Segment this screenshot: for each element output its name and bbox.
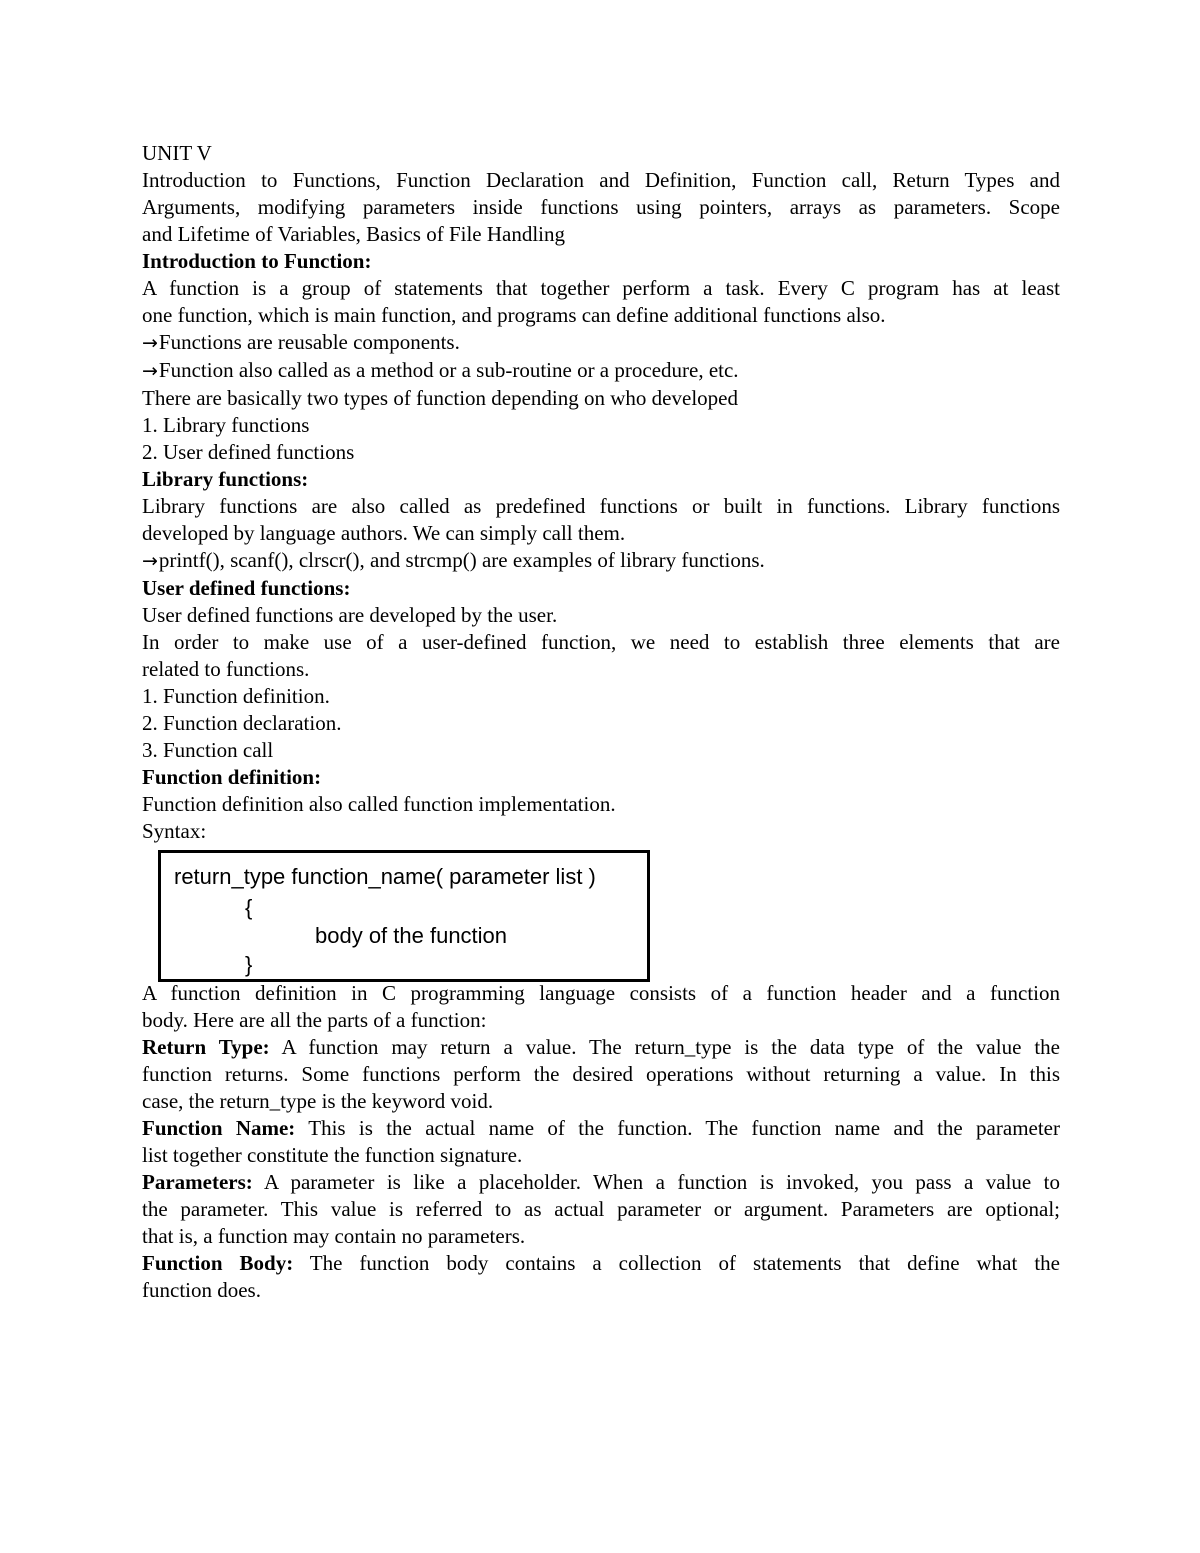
element-item: 2. Function declaration. — [142, 711, 342, 735]
part-label: Function Name: — [142, 1116, 296, 1140]
element-item: 3. Function call — [142, 738, 274, 762]
syllabus-line: Arguments, modifying parameters inside functions using pointers, arrays as parameters. Scope — [142, 195, 1060, 219]
part-text: The function body contains a collection of statements that define what the — [293, 1251, 1060, 1275]
unit-title: UNIT V — [142, 141, 212, 165]
library-example — [142, 547, 1060, 575]
intro-line: A function is a group of statements that together perform a task. Every C program has at least — [142, 276, 1060, 300]
section-heading-library: Library functions: — [142, 467, 309, 491]
code-header: return_type function_name( parameter list ) — [174, 864, 596, 889]
parts-intro-line: A function definition in C programming language consists of a function header and a function — [142, 981, 1060, 1005]
part-line: function does. — [142, 1278, 261, 1302]
syllabus-line: and Lifetime of Variables, Basics of File Handling — [142, 222, 566, 246]
syllabus-line: Introduction to Functions, Function Declaration and Definition, Function call, Return Types and — [142, 168, 1060, 192]
part-line: list together constitute the function signature. — [142, 1143, 523, 1167]
part-label: Function Body: — [142, 1251, 294, 1275]
syntax-label: Syntax: — [142, 819, 207, 843]
part-text: A function may return a value. The return_type is the data type of the value the — [269, 1035, 1060, 1059]
user-defined-line: related to functions. — [142, 657, 310, 681]
code-close-brace: } — [245, 952, 253, 977]
part-line — [142, 1115, 1060, 1142]
parts-intro-line: body. Here are all the parts of a function: — [142, 1008, 487, 1032]
arrow-icon: → — [142, 332, 158, 354]
user-defined-line: In order to make use of a user-defined function, we need to establish three elements that are — [142, 630, 1060, 654]
section-heading-user-defined: User defined functions: — [142, 576, 351, 600]
arrow-icon: → — [142, 360, 158, 382]
bullet-method — [142, 357, 1060, 385]
part-line: function returns. Some functions perform the desired operations without returning a value. In this — [142, 1062, 1060, 1086]
section-heading-introduction: Introduction to Function: — [142, 249, 372, 273]
part-text: This is the actual name of the function. The function name and the parameter — [295, 1116, 1060, 1140]
bullet-text: Function also called as a method or a sub-routine or a procedure, etc. — [158, 358, 739, 382]
part-function-name — [142, 1115, 1060, 1169]
part-line: case, the return_type is the keyword void. — [142, 1089, 494, 1113]
part-line — [142, 1169, 1060, 1196]
part-label: Return Type: — [142, 1035, 270, 1059]
code-body: body of the function — [315, 923, 508, 948]
library-example-text: printf(), scanf(), clrscr(), and strcmp() are examples of library functions. — [158, 548, 765, 572]
type-item: 1. Library functions — [142, 413, 310, 437]
part-function-body — [142, 1250, 1060, 1304]
library-line: developed by language authors. We can simply call them. — [142, 521, 626, 545]
element-item: 1. Function definition. — [142, 684, 330, 708]
code-open-brace: { — [245, 895, 253, 920]
syntax-code-box — [158, 850, 650, 982]
type-item: 2. User defined functions — [142, 440, 355, 464]
library-paragraph — [142, 493, 1060, 547]
part-label: Parameters: — [142, 1170, 253, 1194]
arrow-icon: → — [142, 550, 158, 572]
part-text: A parameter is like a placeholder. When a function is invoked, you pass a value to — [252, 1170, 1060, 1194]
bullet-reusable — [142, 329, 1060, 357]
syllabus — [142, 167, 1060, 248]
bullet-text: Functions are reusable components. — [158, 330, 460, 354]
part-return-type — [142, 1034, 1060, 1115]
part-line — [142, 1250, 1060, 1277]
part-line: that is, a function may contain no parameters. — [142, 1224, 526, 1248]
user-defined-paragraph — [142, 629, 1060, 683]
intro-paragraph — [142, 275, 1060, 329]
part-parameters — [142, 1169, 1060, 1250]
part-line: the parameter. This value is referred to as actual parameter or argument. Parameters are optional; — [142, 1197, 1060, 1221]
part-line — [142, 1034, 1060, 1061]
parts-intro — [142, 980, 1060, 1034]
intro-line: one function, which is main function, and programs can define additional functions also. — [142, 303, 886, 327]
function-parts — [142, 980, 1060, 1304]
document-page — [142, 140, 1060, 845]
definition-line: Function definition also called function implementation. — [142, 792, 616, 816]
types-intro: There are basically two types of function depending on who developed — [142, 386, 738, 410]
user-defined-line: User defined functions are developed by the user. — [142, 603, 558, 627]
library-line: Library functions are also called as predefined functions or built in functions. Library functions — [142, 494, 1060, 518]
section-heading-definition: Function definition: — [142, 765, 322, 789]
